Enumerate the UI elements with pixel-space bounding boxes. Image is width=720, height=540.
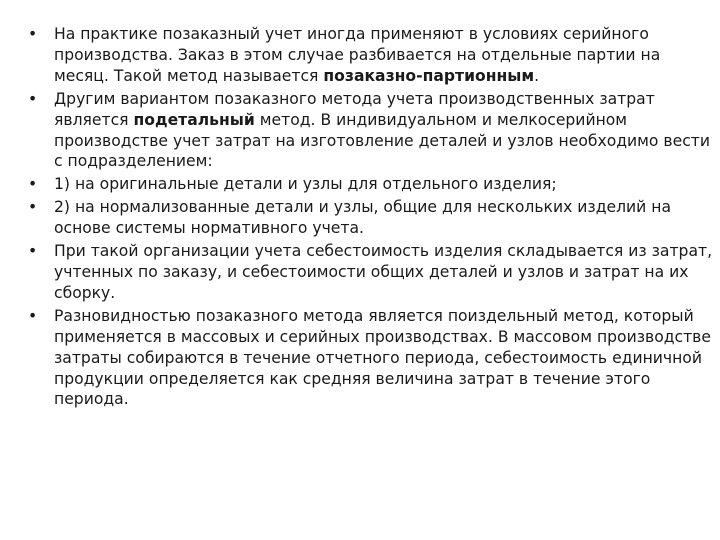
bullet-item-2 — [28, 89, 718, 173]
bullet-item-4 — [28, 197, 718, 239]
bullet-item-5 — [28, 241, 718, 304]
bullet-5-text: При такой организации учета себестоимость изделия складывается из затрат, учтенных по заказу, и себестоимости общих деталей и узлов и затрат на их сборку. — [54, 242, 713, 302]
bullet-marker: • — [28, 306, 38, 325]
bullet-marker: • — [28, 175, 38, 194]
bullet-marker: • — [28, 242, 38, 261]
bullet-3-text: 1) на оригинальные детали и узлы для отдельного изделия; — [54, 175, 557, 194]
bullet-marker: • — [28, 25, 38, 43]
bullet-2-bold-term: подетальный — [133, 110, 255, 129]
bullet-4-text: 2) на нормализованные детали и узлы, общие для нескольких изделий на основе системы нормативного учета. — [54, 198, 672, 238]
bullet-list — [28, 24, 718, 412]
bullet-1-text: На практике позаказный учет иногда применяют в условиях серийного производства. Заказ в этом случае разбивается на отдельные партии на месяц. Такой метод называется — [54, 25, 661, 85]
bullet-6-text: Разновидностью позаказного метода является поиздельный метод, который применяется в массовых и серийных производствах. В массовом производстве затраты собираются в течение отчетного периода, себестоимость единичной продукции определяется как средняя величина затрат в течение этого периода. — [54, 306, 711, 409]
bullet-marker: • — [28, 89, 38, 108]
bullet-item-3 — [28, 174, 718, 195]
bullet-2-text: Другим вариантом позаказного метода учета производственных затрат является — [54, 89, 655, 129]
bullet-1-text-end: . — [534, 66, 540, 85]
bullet-item-1 — [28, 24, 718, 87]
bullet-item-6 — [28, 306, 718, 411]
bullet-1-bold-term: позаказно-партионным — [323, 66, 535, 85]
bullet-marker: • — [28, 198, 38, 217]
bullet-2-text-end: метод. В индивидуальном и мелкосерийном производстве учет затрат на изготовление деталей и узлов необходимо вести с подразделением: — [54, 110, 710, 171]
